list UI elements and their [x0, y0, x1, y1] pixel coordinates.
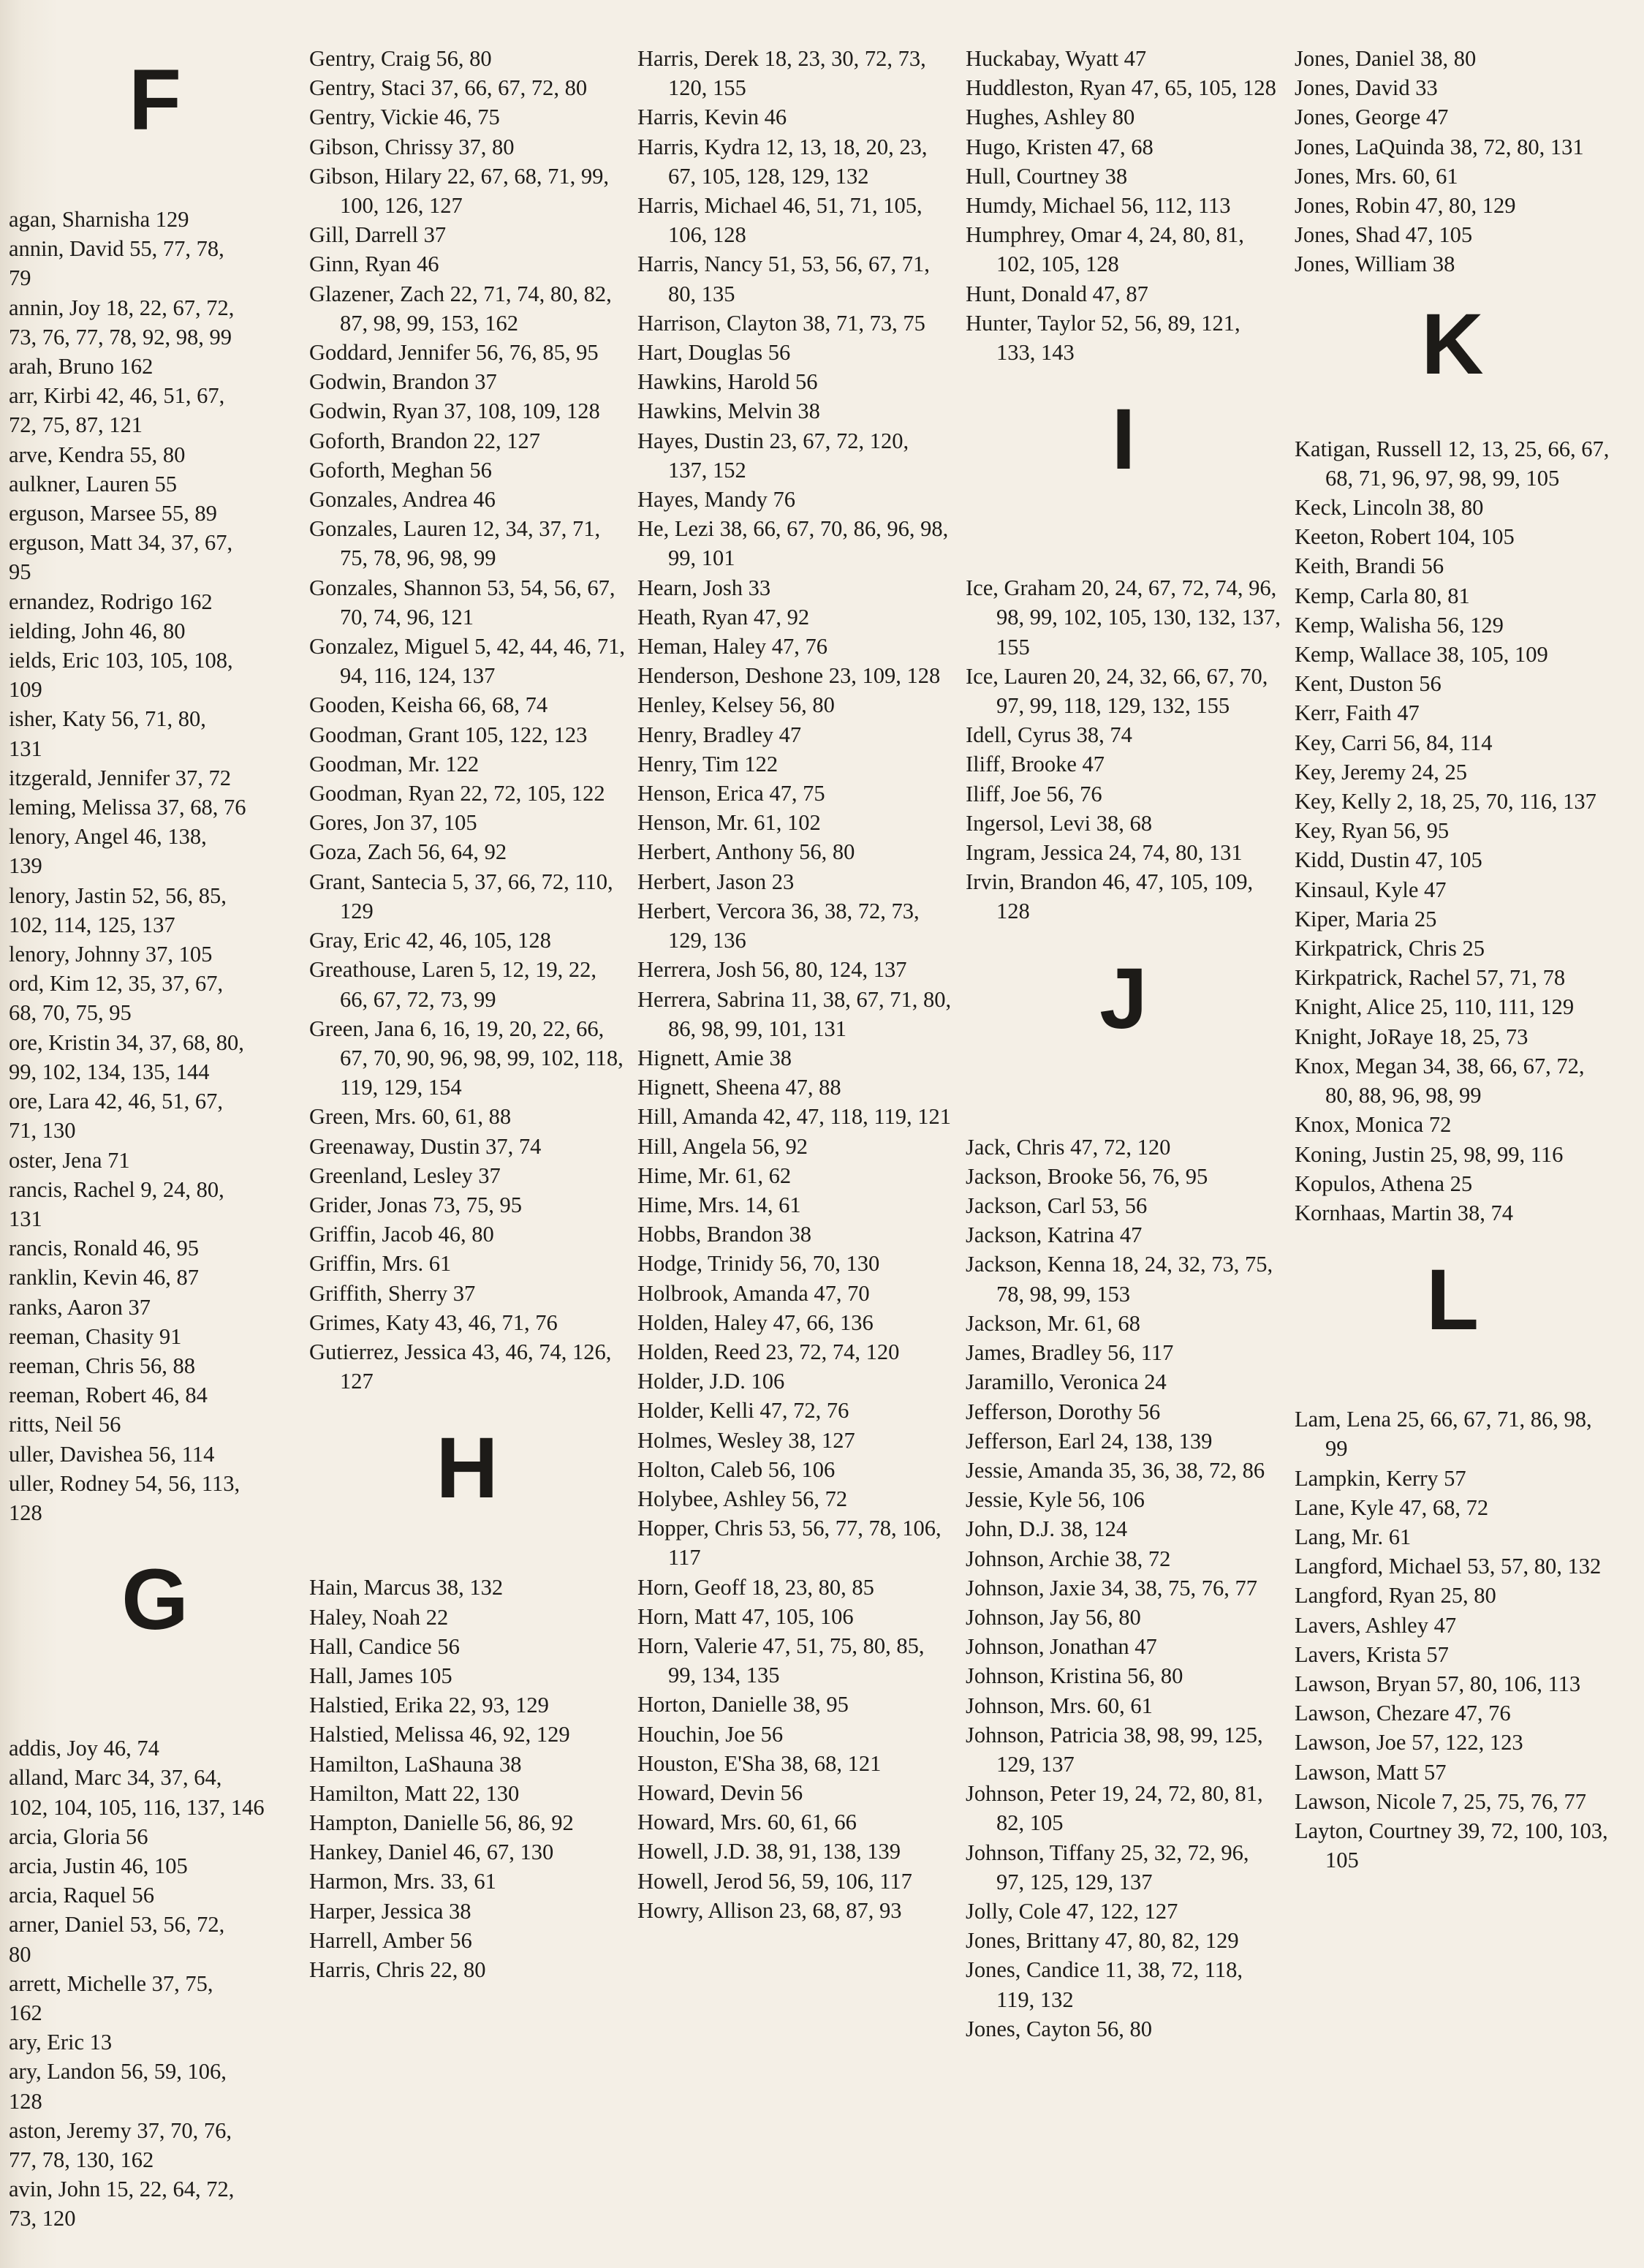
index-entry: Jefferson, Earl 24, 138, 139: [966, 1428, 1213, 1454]
index-entry: arcia, Raquel 56: [9, 1883, 155, 1908]
index-entry: Katigan, Russell 12, 13, 25, 66, 67, 68, 71, 96, 97, 98, 99, 105: [1295, 436, 1610, 491]
index-entry: leming, Melissa 37, 68, 76: [9, 795, 246, 820]
index-entry: Kopulos, Athena 25: [1295, 1171, 1473, 1196]
index-entry: Jones, Mrs. 60, 61: [1295, 163, 1458, 189]
index-entry: ritts, Neil 56: [9, 1412, 121, 1437]
index-entry: Herbert, Anthony 56, 80: [637, 839, 855, 865]
index-entry: Hall, Candice 56: [309, 1633, 460, 1659]
index-entry: ranks, Aaron 37: [9, 1294, 151, 1320]
index-entry: Johnson, Archie 38, 72: [966, 1546, 1171, 1571]
index-entry: 131: [9, 1206, 42, 1231]
index-entry: Hain, Marcus 38, 132: [309, 1575, 504, 1600]
index-entry: Humdy, Michael 56, 112, 113: [966, 193, 1231, 219]
index-entry: Lawson, Chezare 47, 76: [1295, 1701, 1511, 1726]
index-entry: Hugo, Kristen 47, 68: [966, 134, 1154, 159]
index-entry: Jones, Robin 47, 80, 129: [1295, 193, 1516, 219]
section-letter-heading: G: [121, 1551, 189, 1649]
index-entry: Hignett, Amie 38: [637, 1045, 792, 1070]
index-entry: Jackson, Katrina 47: [966, 1222, 1143, 1248]
index-entry: Knox, Monica 72: [1295, 1112, 1452, 1138]
index-entry: Kemp, Wallace 38, 105, 109: [1295, 642, 1548, 668]
index-entry: Jolly, Cole 47, 122, 127: [966, 1898, 1178, 1924]
index-entry: 71, 130: [9, 1118, 76, 1144]
index-entry: Goodman, Grant 105, 122, 123: [309, 722, 588, 747]
index-entry: Keeton, Robert 104, 105: [1295, 524, 1515, 550]
index-entry: Hime, Mr. 61, 62: [637, 1163, 792, 1188]
index-entry: Irvin, Brandon 46, 47, 105, 109, 128: [966, 869, 1254, 924]
index-entry: itzgerald, Jennifer 37, 72: [9, 765, 232, 790]
index-entry: Hart, Douglas 56: [637, 340, 791, 366]
index-entry: Hampton, Danielle 56, 86, 92: [309, 1810, 574, 1835]
index-entry: 77, 78, 130, 162: [9, 2147, 154, 2172]
index-entry: Ingram, Jessica 24, 74, 80, 131: [966, 840, 1243, 866]
index-entry: addis, Joy 46, 74: [9, 1736, 159, 1761]
index-entry: Houchin, Joe 56: [637, 1721, 784, 1747]
index-column-1: [9, 44, 301, 2234]
index-entry: Gibson, Hilary 22, 67, 68, 71, 99, 100, 126, 127: [309, 163, 610, 219]
index-entry: Key, Jeremy 24, 25: [1295, 759, 1468, 785]
index-entry: Gentry, Craig 56, 80: [309, 46, 492, 71]
index-entry: Harris, Kevin 46: [637, 105, 787, 130]
index-entry: Kemp, Walisha 56, 129: [1295, 612, 1504, 638]
index-entry: Humphrey, Omar 4, 24, 80, 81, 102, 105, 128: [966, 222, 1244, 277]
index-entry: Horn, Matt 47, 105, 106: [637, 1603, 854, 1629]
index-column-5: [1295, 44, 1610, 1875]
index-entry: Jackson, Brooke 56, 76, 95: [966, 1163, 1208, 1189]
index-entry: Key, Carri 56, 84, 114: [1295, 730, 1493, 755]
index-entry: Green, Jana 6, 16, 19, 20, 22, 66, 67, 70, 90, 96, 98, 99, 102, 118, 119, 129, 154: [309, 1016, 624, 1100]
index-entry: Johnson, Peter 19, 24, 72, 80, 81, 82, 105: [966, 1781, 1263, 1836]
index-entry: 80: [9, 1941, 31, 1967]
index-entry: Kiper, Maria 25: [1295, 906, 1437, 931]
index-entry: Godwin, Brandon 37: [309, 369, 497, 395]
index-entry: Grant, Santecia 5, 37, 66, 72, 110, 129: [309, 869, 613, 923]
index-entry: Jessie, Kyle 56, 106: [966, 1487, 1145, 1513]
index-entry: Lang, Mr. 61: [1295, 1524, 1412, 1549]
index-entry: Hankey, Daniel 46, 67, 130: [309, 1840, 554, 1865]
section-letter-heading: H: [436, 1420, 499, 1517]
index-entry: Grimes, Katy 43, 46, 71, 76: [309, 1309, 558, 1335]
index-entry: Johnson, Tiffany 25, 32, 72, 96, 97, 125, 129, 137: [966, 1840, 1249, 1894]
index-entry: arcia, Gloria 56: [9, 1823, 148, 1849]
index-entry: Huckabay, Wyatt 47: [966, 46, 1147, 71]
section-letter-heading: I: [1111, 391, 1136, 488]
index-entry: Goza, Zach 56, 64, 92: [309, 839, 507, 865]
index-entry: 102, 104, 105, 116, 137, 146: [9, 1794, 265, 1820]
section-letter-heading: J: [1099, 950, 1148, 1047]
index-entry: Kidd, Dustin 47, 105: [1295, 847, 1482, 873]
index-entry: Henley, Kelsey 56, 80: [637, 692, 835, 718]
index-entry: Heath, Ryan 47, 92: [637, 604, 810, 630]
index-entry: Hawkins, Harold 56: [637, 369, 818, 395]
index-entry: Heman, Haley 47, 76: [637, 634, 828, 659]
index-entry: arr, Kirbi 42, 46, 51, 67,: [9, 383, 225, 409]
index-entry: 73, 120: [9, 2206, 76, 2231]
index-entry: Jones, Cayton 56, 80: [966, 2016, 1153, 2041]
index-entry: Gibson, Chrissy 37, 80: [309, 134, 515, 159]
index-entry: Gonzales, Shannon 53, 54, 56, 67, 70, 74, 96, 121: [309, 575, 615, 630]
index-entry: 162: [9, 2000, 42, 2025]
index-entry: Jackson, Kenna 18, 24, 32, 73, 75, 78, 98, 99, 153: [966, 1252, 1273, 1307]
index-entry: Gray, Eric 42, 46, 105, 128: [309, 928, 551, 953]
index-entry: Hill, Angela 56, 92: [637, 1133, 808, 1159]
index-entry: alland, Marc 34, 37, 64,: [9, 1765, 222, 1791]
index-entry: Lawson, Matt 57: [1295, 1759, 1447, 1785]
index-entry: Lawson, Bryan 57, 80, 106, 113: [1295, 1671, 1581, 1696]
index-entry: arcia, Justin 46, 105: [9, 1853, 188, 1878]
index-entry: Harris, Derek 18, 23, 30, 72, 73, 120, 155: [637, 46, 926, 101]
index-entry: Herrera, Josh 56, 80, 124, 137: [637, 957, 907, 983]
index-entry: Gutierrez, Jessica 43, 46, 74, 126, 127: [309, 1339, 612, 1394]
index-entry: Hall, James 105: [309, 1663, 452, 1688]
index-entry: Jack, Chris 47, 72, 120: [966, 1134, 1171, 1160]
index-entry: Herrera, Sabrina 11, 38, 67, 71, 80, 86, 98, 99, 101, 131: [637, 986, 952, 1041]
index-entry: Hobbs, Brandon 38: [637, 1222, 812, 1247]
index-entry: Lavers, Ashley 47: [1295, 1612, 1457, 1638]
index-entry: Gonzalez, Miguel 5, 42, 44, 46, 71, 94, 116, 124, 137: [309, 634, 626, 689]
index-entry: Gonzales, Lauren 12, 34, 37, 71, 75, 78, 96, 98, 99: [309, 516, 601, 571]
index-entry: Holder, Kelli 47, 72, 76: [637, 1398, 849, 1424]
index-entry: ore, Kristin 34, 37, 68, 80,: [9, 1029, 244, 1055]
index-entry: Gores, Jon 37, 105: [309, 810, 477, 836]
index-entry: Gonzales, Andrea 46: [309, 487, 496, 513]
index-entry: Hamilton, LaShauna 38: [309, 1751, 522, 1777]
index-entry: Holmes, Wesley 38, 127: [637, 1427, 855, 1453]
index-entry: ary, Landon 56, 59, 106,: [9, 2059, 227, 2084]
index-entry: uller, Rodney 54, 56, 113,: [9, 1470, 240, 1496]
index-entry: 131: [9, 736, 42, 761]
index-entry: Jones, George 47: [1295, 105, 1449, 130]
index-entry: Hodge, Trinidy 56, 70, 130: [637, 1251, 880, 1277]
index-entry: Griffith, Sherry 37: [309, 1280, 476, 1306]
index-entry: Green, Mrs. 60, 61, 88: [309, 1104, 512, 1130]
index-entry: Hayes, Dustin 23, 67, 72, 120, 137, 152: [637, 428, 909, 483]
index-entry: Howell, J.D. 38, 91, 138, 139: [637, 1839, 901, 1864]
index-entry: reeman, Chris 56, 88: [9, 1353, 195, 1378]
index-entry: Langford, Ryan 25, 80: [1295, 1583, 1496, 1609]
index-entry: 102, 114, 125, 137: [9, 912, 175, 937]
index-entry: Kent, Duston 56: [1295, 671, 1442, 697]
index-entry: oster, Jena 71: [9, 1147, 130, 1173]
index-entry: 95: [9, 559, 31, 585]
index-entry: lenory, Jastin 52, 56, 85,: [9, 882, 227, 908]
index-entry: Hunter, Taylor 52, 56, 89, 121, 133, 143: [966, 310, 1240, 366]
section-letter-heading: F: [128, 52, 182, 148]
index-entry: Keck, Lincoln 38, 80: [1295, 495, 1484, 521]
index-entry: Lane, Kyle 47, 68, 72: [1295, 1494, 1489, 1520]
index-entry: Horton, Danielle 38, 95: [637, 1692, 849, 1717]
index-entry: Jones, Shad 47, 105: [1295, 222, 1473, 248]
index-entry: Howard, Mrs. 60, 61, 66: [637, 1810, 857, 1835]
index-entry: Horn, Geoff 18, 23, 80, 85: [637, 1574, 874, 1600]
index-column-2: [309, 44, 625, 1984]
index-entry: Iliff, Joe 56, 76: [966, 781, 1102, 806]
index-entry: Harris, Kydra 12, 13, 18, 20, 23, 67, 105, 128, 129, 132: [637, 134, 928, 189]
index-entry: 128: [9, 1500, 42, 1525]
index-entry: Idell, Cyrus 38, 74: [966, 722, 1132, 748]
index-entry: Gill, Darrell 37: [309, 222, 447, 248]
index-entry: arah, Bruno 162: [9, 354, 154, 379]
index-entry: Howard, Devin 56: [637, 1780, 803, 1805]
index-entry: avin, John 15, 22, 64, 72,: [9, 2177, 235, 2202]
index-entry: Henderson, Deshone 23, 109, 128: [637, 663, 941, 689]
index-entry: Jones, David 33: [1295, 75, 1438, 101]
index-entry: Holder, J.D. 106: [637, 1369, 785, 1394]
index-column-3: [637, 44, 953, 1925]
index-entry: Holybee, Ashley 56, 72: [637, 1486, 848, 1511]
index-entry: Harper, Jessica 38: [309, 1898, 471, 1924]
index-entry: Henson, Mr. 61, 102: [637, 810, 821, 836]
index-entry: Hughes, Ashley 80: [966, 105, 1135, 130]
index-entry: Key, Kelly 2, 18, 25, 70, 116, 137: [1295, 789, 1596, 814]
index-entry: Greenland, Lesley 37: [309, 1163, 501, 1188]
index-entry: Holden, Haley 47, 66, 136: [637, 1309, 874, 1335]
index-entry: Lawson, Nicole 7, 25, 75, 76, 77: [1295, 1788, 1586, 1814]
index-entry: Kerr, Faith 47: [1295, 700, 1420, 726]
index-entry: arrett, Michelle 37, 75,: [9, 1970, 213, 1996]
index-entry: 73, 76, 77, 78, 92, 98, 99: [9, 324, 232, 349]
index-entry: Harrell, Amber 56: [309, 1927, 472, 1953]
index-entry: reeman, Robert 46, 84: [9, 1383, 208, 1408]
index-entry: ary, Eric 13: [9, 2030, 113, 2055]
index-entry: 79: [9, 265, 31, 291]
index-entry: ielding, John 46, 80: [9, 618, 186, 643]
index-entry: Kemp, Carla 80, 81: [1295, 583, 1470, 608]
index-entry: Iliff, Brooke 47: [966, 752, 1105, 777]
index-entry: aulkner, Lauren 55: [9, 471, 177, 496]
index-entry: lenory, Johnny 37, 105: [9, 942, 213, 967]
index-entry: Jones, William 38: [1295, 252, 1455, 277]
index-entry: He, Lezi 38, 66, 67, 70, 86, 96, 98, 99, 101: [637, 516, 949, 571]
index-entry: James, Bradley 56, 117: [966, 1340, 1174, 1366]
index-entry: Hawkins, Melvin 38: [637, 398, 820, 424]
index-entry: Goodman, Ryan 22, 72, 105, 122: [309, 781, 605, 806]
index-entry: ranklin, Kevin 46, 87: [9, 1265, 200, 1290]
index-entry: Gentry, Staci 37, 66, 67, 72, 80: [309, 75, 588, 101]
index-entry: Henson, Erica 47, 75: [637, 781, 825, 806]
index-entry: arner, Daniel 53, 56, 72,: [9, 1912, 225, 1938]
index-entry: Knight, Alice 25, 110, 111, 129: [1295, 994, 1575, 1020]
index-entry: Herbert, Vercora 36, 38, 72, 73, 129, 136: [637, 898, 920, 953]
index-entry: Halstied, Melissa 46, 92, 129: [309, 1722, 570, 1747]
index-entry: Hignett, Sheena 47, 88: [637, 1075, 841, 1100]
index-column-4: [966, 44, 1281, 2044]
index-entry: annin, Joy 18, 22, 67, 72,: [9, 295, 235, 320]
index-entry: Koning, Justin 25, 98, 99, 116: [1295, 1141, 1564, 1167]
section-letter-heading: L: [1425, 1252, 1480, 1349]
index-entry: Harris, Chris 22, 80: [309, 1957, 486, 1982]
index-entry: Hill, Amanda 42, 47, 118, 119, 121: [637, 1104, 951, 1130]
index-entry: Horn, Valerie 47, 51, 75, 80, 85, 99, 134, 135: [637, 1633, 925, 1688]
index-entry: Griffin, Jacob 46, 80: [309, 1222, 494, 1247]
index-entry: Harmon, Mrs. 33, 61: [309, 1869, 496, 1894]
index-entry: Lam, Lena 25, 66, 67, 71, 86, 98, 99: [1295, 1407, 1592, 1462]
index-entry: Jackson, Mr. 61, 68: [966, 1310, 1140, 1336]
index-entry: Layton, Courtney 39, 72, 100, 103, 105: [1295, 1818, 1608, 1873]
index-entry: Jones, Candice 11, 38, 72, 118, 119, 132: [966, 1957, 1243, 2012]
index-entry: Keith, Brandi 56: [1295, 553, 1444, 579]
index-entry: agan, Sharnisha 129: [9, 207, 189, 232]
index-entry: aston, Jeremy 37, 70, 76,: [9, 2117, 232, 2143]
index-entry: Glazener, Zach 22, 71, 74, 80, 82, 87, 98, 99, 153, 162: [309, 281, 612, 336]
index-entry: Henry, Tim 122: [637, 751, 779, 776]
index-entry: ernandez, Rodrigo 162: [9, 589, 213, 614]
index-entry: Kornhaas, Martin 38, 74: [1295, 1200, 1514, 1225]
index-entry: Holton, Caleb 56, 106: [637, 1456, 836, 1482]
index-entry: 139: [9, 853, 42, 879]
index-entry: isher, Katy 56, 71, 80,: [9, 706, 206, 732]
index-entry: Houston, E'Sha 38, 68, 121: [637, 1750, 882, 1776]
index-entry: Key, Ryan 56, 95: [1295, 818, 1450, 844]
index-entry: Halstied, Erika 22, 93, 129: [309, 1693, 549, 1718]
index-entry: Hopper, Chris 53, 56, 77, 78, 106, 117: [637, 1516, 942, 1570]
index-entry: Howell, Jerod 56, 59, 106, 117: [637, 1868, 912, 1894]
index-entry: John, D.J. 38, 124: [966, 1516, 1128, 1542]
index-entry: Goodman, Mr. 122: [309, 751, 480, 776]
index-entry: Kinsaul, Kyle 47: [1295, 877, 1447, 902]
index-entry: Johnson, Kristina 56, 80: [966, 1663, 1183, 1689]
index-entry: Johnson, Jonathan 47: [966, 1634, 1157, 1660]
index-entry: Haley, Noah 22: [309, 1604, 449, 1630]
index-entry: Jones, LaQuinda 38, 72, 80, 131: [1295, 134, 1584, 159]
index-entry: Henry, Bradley 47: [637, 722, 802, 747]
index-entry: Jones, Daniel 38, 80: [1295, 46, 1477, 71]
index-entry: Huddleston, Ryan 47, 65, 105, 128: [966, 75, 1276, 101]
index-entry: Jackson, Carl 53, 56: [966, 1193, 1148, 1219]
index-entry: Harris, Michael 46, 51, 71, 105, 106, 128: [637, 193, 923, 248]
index-entry: Hamilton, Matt 22, 130: [309, 1780, 520, 1806]
index-entry: Harris, Nancy 51, 53, 56, 67, 71, 80, 135: [637, 252, 930, 306]
index-entry: Hearn, Josh 33: [637, 575, 771, 600]
index-entry: Lawson, Joe 57, 122, 123: [1295, 1730, 1523, 1755]
index-entry: Jessie, Amanda 35, 36, 38, 72, 86: [966, 1457, 1265, 1483]
index-entry: Howry, Allison 23, 68, 87, 93: [637, 1897, 902, 1923]
index-entry: Lampkin, Kerry 57: [1295, 1465, 1466, 1491]
index-entry: Gooden, Keisha 66, 68, 74: [309, 692, 548, 718]
index-entry: Johnson, Patricia 38, 98, 99, 125, 129, 137: [966, 1722, 1263, 1777]
index-entry: 72, 75, 87, 121: [9, 412, 143, 438]
index-entry: Holbrook, Amanda 47, 70: [637, 1280, 870, 1306]
section-letter-heading: K: [1421, 295, 1484, 393]
index-entry: Ice, Graham 20, 24, 67, 72, 74, 96, 98, 99, 102, 105, 130, 132, 137, 155: [966, 575, 1281, 659]
index-entry: Hayes, Mandy 76: [637, 487, 796, 513]
index-entry: Jefferson, Dorothy 56: [966, 1399, 1161, 1424]
index-entry: Hull, Courtney 38: [966, 163, 1128, 189]
index-entry: Hime, Mrs. 14, 61: [637, 1192, 801, 1217]
index-entry: Johnson, Mrs. 60, 61: [966, 1693, 1153, 1718]
index-entry: ore, Lara 42, 46, 51, 67,: [9, 1089, 224, 1114]
index-entry: 128: [9, 2088, 42, 2114]
index-entry: 109: [9, 677, 42, 703]
index-entry: Herbert, Jason 23: [637, 869, 795, 894]
index-entry: annin, David 55, 77, 78,: [9, 236, 224, 262]
index-entry: Lavers, Krista 57: [1295, 1641, 1449, 1667]
index-entry: Kirkpatrick, Chris 25: [1295, 936, 1485, 961]
index-entry: Goddard, Jennifer 56, 76, 85, 95: [309, 340, 599, 366]
index-entry: Johnson, Jay 56, 80: [966, 1604, 1141, 1630]
index-entry: Holden, Reed 23, 72, 74, 120: [637, 1339, 900, 1364]
index-entry: Goforth, Brandon 22, 127: [309, 428, 540, 453]
index-entry: ord, Kim 12, 35, 37, 67,: [9, 971, 224, 997]
index-entry: Grider, Jonas 73, 75, 95: [309, 1192, 523, 1217]
index-entry: Knox, Megan 34, 38, 66, 67, 72, 80, 88, 96, 98, 99: [1295, 1053, 1585, 1108]
index-entry: Ginn, Ryan 46: [309, 252, 439, 277]
index-entry: erguson, Matt 34, 37, 67,: [9, 530, 233, 556]
index-entry: 68, 70, 75, 95: [9, 1000, 132, 1026]
index-entry: Langford, Michael 53, 57, 80, 132: [1295, 1554, 1602, 1579]
index-entry: Harrison, Clayton 38, 71, 73, 75: [637, 310, 925, 336]
index-entry: Goforth, Meghan 56: [309, 457, 492, 483]
index-entry: uller, Davishea 56, 114: [9, 1441, 215, 1467]
index-entry: Gentry, Vickie 46, 75: [309, 105, 500, 130]
index-entry: erguson, Marsee 55, 89: [9, 501, 217, 526]
index-entry: Ice, Lauren 20, 24, 32, 66, 67, 70, 97, 99, 118, 129, 132, 155: [966, 663, 1268, 719]
index-entry: Knight, JoRaye 18, 25, 73: [1295, 1024, 1529, 1049]
index-entry: rancis, Ronald 46, 95: [9, 1236, 200, 1261]
index-entry: Hunt, Donald 47, 87: [966, 281, 1148, 306]
index-entry: rancis, Rachel 9, 24, 80,: [9, 1176, 224, 1202]
index-entry: Greathouse, Laren 5, 12, 19, 22, 66, 67, 72, 73, 99: [309, 957, 597, 1012]
index-entry: Ingersol, Levi 38, 68: [966, 810, 1152, 836]
index-entry: reeman, Chasity 91: [9, 1323, 182, 1349]
index-entry: Johnson, Jaxie 34, 38, 75, 76, 77: [966, 1575, 1258, 1600]
index-entry: Kirkpatrick, Rachel 57, 71, 78: [1295, 965, 1566, 991]
index-entry: arve, Kendra 55, 80: [9, 442, 186, 467]
index-entry: lenory, Angel 46, 138,: [9, 824, 207, 850]
index-entry: Godwin, Ryan 37, 108, 109, 128: [309, 398, 600, 424]
index-entry: 99, 102, 134, 135, 144: [9, 1059, 210, 1084]
index-entry: Jones, Brittany 47, 80, 82, 129: [966, 1928, 1239, 1954]
index-entry: Griffin, Mrs. 61: [309, 1251, 452, 1277]
index-entry: Jaramillo, Veronica 24: [966, 1369, 1167, 1395]
index-entry: Greenaway, Dustin 37, 74: [309, 1133, 542, 1159]
index-entry: ields, Eric 103, 105, 108,: [9, 648, 233, 673]
